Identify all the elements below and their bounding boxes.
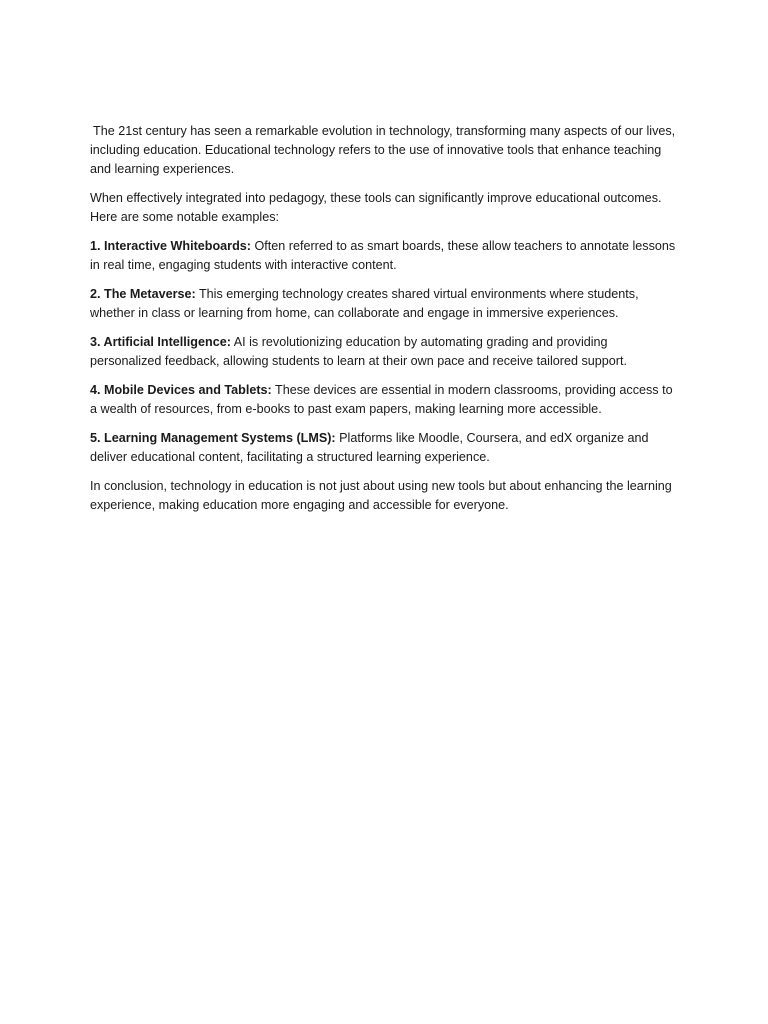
item-heading: 3. Artificial Intelligence: (90, 335, 231, 349)
item-heading: 2. The Metaverse: (90, 287, 196, 301)
item-text: This emerging technology creates shared virtual environments where students, whether in class or learning from home, can collaborate and engage in immersive experiences. (90, 287, 639, 320)
item-heading: 1. Interactive Whiteboards: (90, 239, 251, 253)
intro-paragraph: The 21st century has seen a remarkable evolution in technology, transforming many aspects of our lives, including education. Educational technology refers to the use of innovative tools that enhance teaching and learning experiences. (90, 124, 676, 176)
item-text: Platforms like Moodle, Coursera, and edX organize and deliver educational content, facilitating a structured learning experience. (90, 431, 649, 464)
document-body (90, 122, 680, 525)
item-text: Often referred to as smart boards, these allow teachers to annotate lessons in real time, engaging students with interactive content. (90, 239, 676, 272)
conclusion-paragraph: In conclusion, technology in education is not just about using new tools but about enhancing the learning experience, making education more engaging and accessible for everyone. (90, 479, 672, 512)
item-heading: 5. Learning Management Systems (LMS): (90, 431, 336, 445)
list-item (90, 429, 680, 467)
list-item (90, 333, 680, 371)
item-heading: 4. Mobile Devices and Tablets: (90, 383, 272, 397)
integration-paragraph: When effectively integrated into pedagogy, these tools can significantly improve educational outcomes. Here are some notable examples: (90, 191, 662, 224)
list-item (90, 237, 680, 275)
item-text: AI is revolutionizing education by automating grading and providing personalized feedback, allowing students to learn at their own pace and receive tailored support. (90, 335, 627, 368)
item-text: These devices are essential in modern classrooms, providing access to a wealth of resources, from e-books to past exam papers, making learning more accessible. (90, 383, 673, 416)
list-item (90, 285, 680, 323)
list-item (90, 381, 680, 419)
